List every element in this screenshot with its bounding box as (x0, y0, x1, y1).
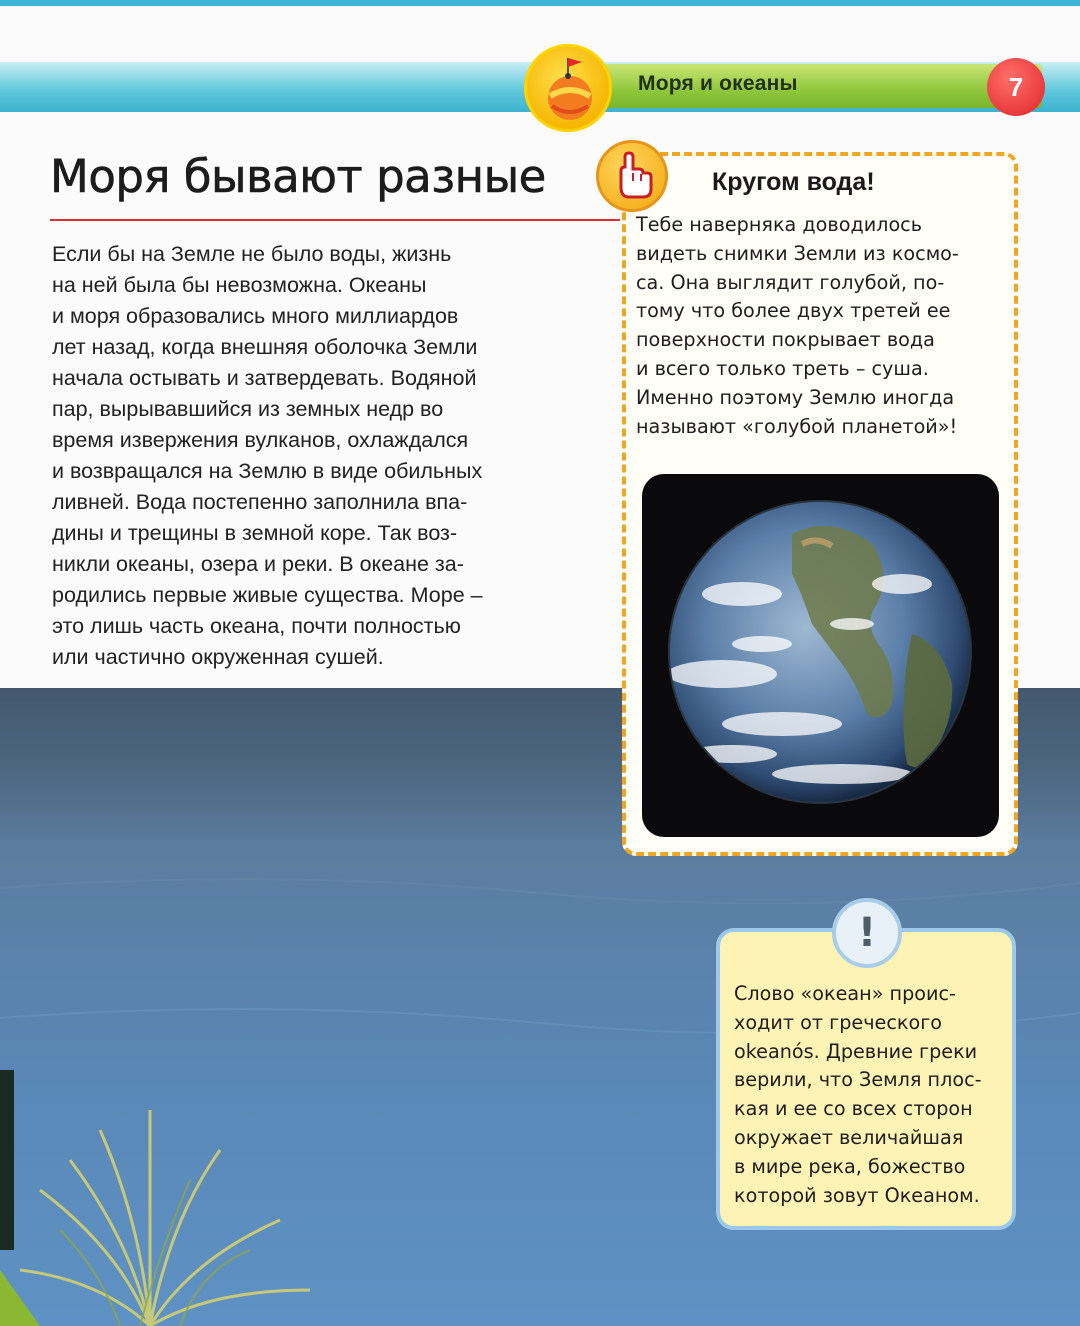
seaweed-illustration (0, 1070, 330, 1326)
paragraph-line: начала остывать и затвердевать. Водяной (52, 366, 477, 390)
info-line: видеть снимки Земли из космо- (636, 241, 959, 265)
fact-line: Слово «океан» проис- (734, 982, 956, 1005)
info-line: и всего только треть – суша. (636, 356, 929, 380)
info-line: Тебе наверняка доводилось (636, 213, 923, 236)
fact-line: которой зовут Океаном. (734, 1183, 980, 1207)
fact-line: окружает величайшая (734, 1125, 964, 1149)
fact-line: ходит от греческого (734, 1010, 943, 1034)
paragraph-line: и моря образовались много миллиардов (52, 304, 459, 328)
paragraph-line: время извержения вулканов, охлаждался (52, 428, 469, 452)
earth-photo (642, 474, 999, 837)
pointing-hand-icon (596, 140, 668, 212)
info-line: Именно поэтому Землю иногда (636, 385, 955, 409)
paragraph-line: ливней. Вода постепенно заполнила впа- (52, 490, 468, 514)
fact-line: кая и ее со всех сторон (734, 1097, 973, 1121)
title-underline (50, 219, 620, 221)
paragraph-line: и возвращался на Землю в виде обильных (52, 459, 483, 483)
info-box-title: Кругом вода! (712, 168, 875, 196)
paragraph-line: родились первые живые существа. Море – (52, 583, 483, 607)
fact-line: в мире река, божество (734, 1154, 966, 1178)
globe-with-flag-icon (524, 44, 612, 132)
info-line: называют «голубой планетой»! (636, 414, 958, 438)
paragraph-line: или частично окруженная сушей. (52, 645, 384, 669)
page-title: Моря бывают разные (50, 150, 546, 203)
info-box-text (636, 211, 1006, 441)
section-label: Моря и океаны (638, 72, 798, 95)
info-line: са. Она выглядит голубой, по- (636, 270, 945, 294)
top-strip (0, 0, 1080, 6)
page-number: 7 (987, 58, 1045, 116)
fact-box-text (734, 980, 1009, 1210)
paragraph-line: пар, вырывавшийся из земных недр во (52, 397, 444, 421)
paragraph-line: Если бы на Земле не было воды, жизнь (52, 242, 452, 266)
info-line: тому что более двух третей ее (636, 299, 951, 323)
paragraph-line: дины и трещины в земной коре. Так воз- (52, 521, 458, 545)
info-line: поверхности покрывает вода (636, 328, 935, 352)
fact-line: okeanós. Древние греки (734, 1039, 978, 1063)
main-paragraph (52, 239, 572, 673)
paragraph-line: на ней была бы невозможна. Океаны (52, 273, 427, 297)
fact-line: верили, что Земля плос- (734, 1068, 982, 1092)
exclamation-icon: ! (832, 898, 902, 968)
paragraph-line: лет назад, когда внешняя оболочка Земли (52, 335, 478, 359)
paragraph-line: это лишь часть океана, почти полностью (52, 614, 461, 638)
paragraph-line: никли океаны, озера и реки. В океане за- (52, 552, 464, 576)
